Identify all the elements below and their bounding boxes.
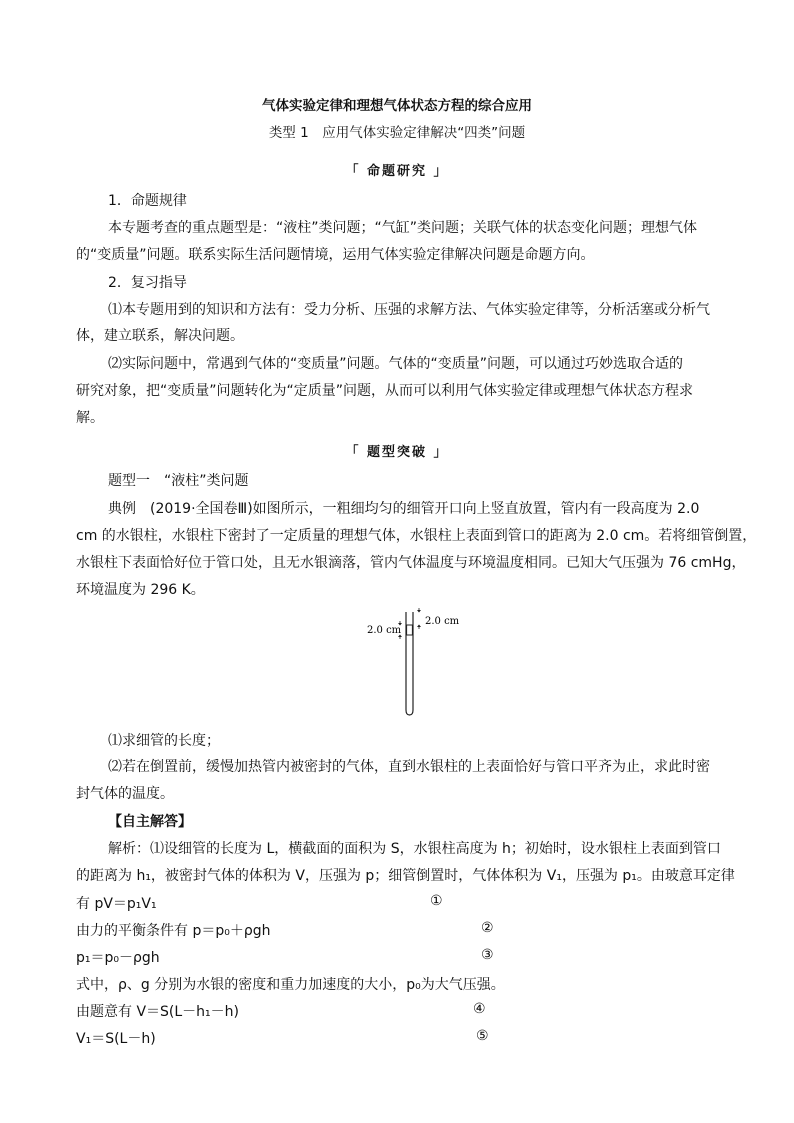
paragraph-line: 本专题考查的重点题型是：“液柱”类问题；“气缸”类问题；关联气体的状态变化问题；理想气体 [108, 220, 698, 236]
solution-line: p₁＝p₀－ρgh [76, 950, 160, 966]
paragraph-line: 研究对象，把“变质量”问题转化为“定质量”问题，从而可以利用气体实验定律或理想气体状态方程求 [76, 383, 694, 399]
equation-number: ④ [473, 1001, 486, 1017]
label-mercury-height: 2.0 cm [367, 625, 402, 636]
example-line: cm 的水银柱，水银柱下密封了一定质量的理想气体，水银柱上表面到管口的距离为 2.0 cm。若将细管倒置， [76, 528, 757, 544]
solution-line: 解析：⑴设细管的长度为 L，横截面的面积为 S，水银柱高度为 h；初始时，设水银柱上表面到管口 [108, 841, 721, 857]
solution-line: 有 pV＝p₁V₁ [76, 896, 157, 912]
section-heading-research: 「 命题研究 」 [345, 164, 449, 179]
example-line: 典例 (2019·全国卷Ⅲ)如图所示，一粗细均匀的细管开口向上竖直放置，管内有一段高度为 2.0 [108, 501, 700, 517]
equation-number: ③ [481, 947, 494, 963]
question-2: ⑵若在倒置前，缓慢加热管内被密封的气体，直到水银柱的上表面恰好与管口平齐为止，求此时密 [108, 759, 710, 775]
solution-line: 由题意有 V＝S(L－h₁－h) [76, 1004, 239, 1020]
self-answer-heading: 【自主解答】 [108, 814, 192, 830]
problem-type-heading: 题型一 “液柱”类问题 [108, 473, 249, 489]
paragraph-line: 解。 [76, 410, 104, 426]
tube-figure [360, 604, 470, 719]
paragraph-line: ⑴本专题用到的知识和方法有：受力分析、压强的求解方法、气体实验定律等，分析活塞或分析气 [108, 302, 710, 318]
heading-review: 2．复习指导 [108, 275, 187, 291]
page-title: 气体实验定律和理想气体状态方程的综合应用 [262, 98, 532, 114]
label-top-gap: 2.0 cm [425, 616, 460, 627]
paragraph-line: ⑵实际问题中，常遇到气体的“变质量”问题。气体的“变质量”问题，可以通过巧妙选取合适的 [108, 356, 684, 372]
equation-number: ② [481, 920, 494, 936]
paragraph-line: 体，建立联系，解决问题。 [76, 328, 244, 344]
solution-line: V₁＝S(L－h) [76, 1031, 156, 1047]
equation-number: ① [430, 893, 443, 909]
solution-line: 由力的平衡条件有 p＝p₀＋ρgh [76, 923, 271, 939]
page-subtitle: 类型 1 应用气体实验定律解决“四类”问题 [268, 125, 526, 141]
section-heading-breakthrough: 「 题型突破 」 [345, 445, 449, 460]
solution-line: 式中，ρ、g 分别为水银的密度和重力加速度的大小，p₀为大气压强。 [76, 977, 505, 993]
equation-number: ⑤ [476, 1028, 489, 1044]
example-line: 水银柱下表面恰好位于管口处，且无水银滴落，管内气体温度与环境温度相同。已知大气压强为 76 cmHg， [76, 555, 746, 571]
solution-line: 的距离为 h₁，被密封气体的体积为 V，压强为 p；细管倒置时，气体体积为 V₁，压强为 p₁。由玻意耳定律 [76, 868, 735, 884]
example-line: 环境温度为 296 K。 [76, 582, 205, 598]
question-1: ⑴求细管的长度； [108, 733, 220, 749]
heading-rules: 1．命题规律 [108, 193, 187, 209]
question-2-cont: 封气体的温度。 [76, 786, 174, 802]
paragraph-line: 的“变质量”问题。联系实际生活问题情境，运用气体实验定律解决问题是命题方向。 [76, 247, 595, 263]
mercury-column [407, 625, 413, 635]
